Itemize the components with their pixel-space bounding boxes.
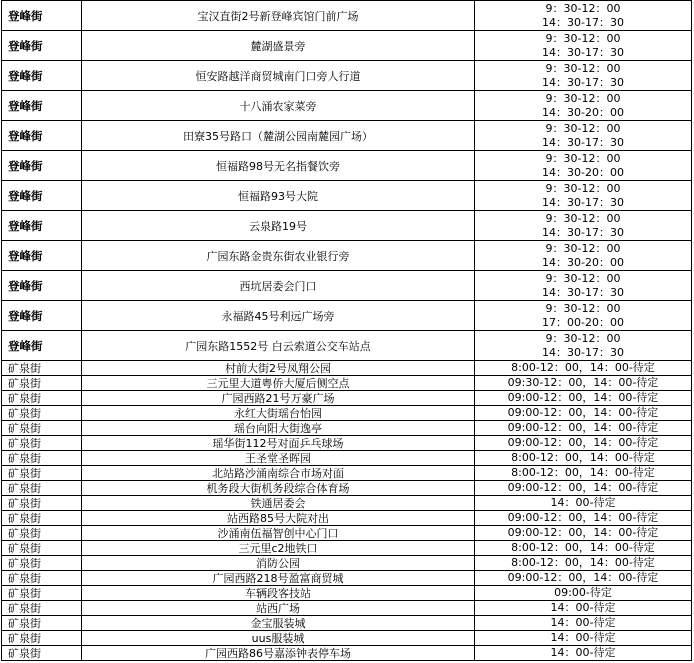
time-line: 8:00-12：00，14：00-待定	[511, 556, 655, 569]
time-cell	[475, 91, 692, 121]
time-cell	[475, 1, 692, 31]
table-row	[2, 526, 692, 541]
time-line: 09:00-12：00，14：00-待定	[507, 511, 659, 524]
street-cell: 矿泉街	[2, 496, 82, 511]
time-cell	[475, 616, 692, 631]
location-cell: 恒福路98号无名指餐饮旁	[82, 151, 475, 181]
time-line: 14：30-17：30	[542, 195, 624, 209]
street-cell: 矿泉街	[2, 631, 82, 646]
time-cell	[475, 556, 692, 571]
time-line: 9：30-12：00	[545, 241, 621, 255]
table-row	[2, 631, 692, 646]
time-line: 14：00-待定	[550, 631, 616, 644]
time-cell	[475, 421, 692, 436]
time-cell	[475, 361, 692, 376]
street-cell: 登峰街	[2, 241, 82, 271]
time-cell	[475, 571, 692, 586]
street-cell: 矿泉街	[2, 601, 82, 616]
street-cell: 矿泉街	[2, 436, 82, 451]
time-line: 14：30-20：00	[542, 255, 624, 269]
location-cell: 西坑居委会门口	[82, 271, 475, 301]
location-cell: 王圣堂圣晖园	[82, 451, 475, 466]
time-cell	[475, 451, 692, 466]
table-body	[2, 1, 692, 661]
location-cell: 广园西路86号嘉添钟表停车场	[82, 646, 475, 661]
time-line: 09:00-待定	[554, 586, 612, 599]
time-line: 09:00-12：00，14：00-待定	[507, 571, 659, 584]
table-row	[2, 361, 692, 376]
street-cell: 登峰街	[2, 151, 82, 181]
time-cell	[475, 181, 692, 211]
location-cell: 田寮35号路口（麓湖公园南麓园广场）	[82, 121, 475, 151]
time-line: 09:00-12：00，14：00-待定	[507, 391, 659, 404]
time-cell	[475, 466, 692, 481]
street-cell: 登峰街	[2, 331, 82, 361]
table-row	[2, 466, 692, 481]
street-cell: 矿泉街	[2, 556, 82, 571]
location-cell: 恒福路93号大院	[82, 181, 475, 211]
street-cell: 登峰街	[2, 211, 82, 241]
time-line: 17：00-20：00	[542, 315, 624, 329]
street-cell: 矿泉街	[2, 451, 82, 466]
street-cell: 矿泉街	[2, 391, 82, 406]
street-cell: 矿泉街	[2, 541, 82, 556]
location-cell: 广园西路21号万豪广场	[82, 391, 475, 406]
location-cell: 永福路45号利远广场旁	[82, 301, 475, 331]
street-cell: 矿泉街	[2, 361, 82, 376]
location-cell: 云泉路19号	[82, 211, 475, 241]
street-cell: 矿泉街	[2, 526, 82, 541]
location-cell: 站西路85号大院对出	[82, 511, 475, 526]
time-line: 9：30-12：00	[545, 1, 621, 15]
time-line: 14：30-17：30	[542, 345, 624, 359]
street-cell: 登峰街	[2, 181, 82, 211]
time-cell	[475, 586, 692, 601]
street-cell: 矿泉街	[2, 511, 82, 526]
time-cell	[475, 301, 692, 331]
time-line: 09:00-12：00，14：00-待定	[507, 406, 659, 419]
time-cell	[475, 31, 692, 61]
time-line: 09:00-12：00，14：00-待定	[507, 481, 659, 494]
street-cell: 登峰街	[2, 61, 82, 91]
time-line: 9：30-12：00	[545, 301, 621, 315]
table-row	[2, 586, 692, 601]
time-cell	[475, 151, 692, 181]
table-row	[2, 181, 692, 211]
time-cell	[475, 436, 692, 451]
table-row	[2, 61, 692, 91]
street-cell: 矿泉街	[2, 376, 82, 391]
time-line: 14：30-17：30	[542, 135, 624, 149]
time-line: 9：30-12：00	[545, 121, 621, 135]
time-line: 9：30-12：00	[545, 61, 621, 75]
table-row	[2, 241, 692, 271]
time-cell	[475, 631, 692, 646]
time-line: 9：30-12：00	[545, 211, 621, 225]
table-row	[2, 1, 692, 31]
location-cell: 永红大街瑶台怡园	[82, 406, 475, 421]
table-row	[2, 421, 692, 436]
street-cell: 矿泉街	[2, 466, 82, 481]
location-cell: 村前大街2号凤翔公园	[82, 361, 475, 376]
time-line: 9：30-12：00	[545, 151, 621, 165]
table-row	[2, 601, 692, 616]
time-line: 14：30-17：30	[542, 15, 624, 29]
location-cell: 北站路沙涌南综合市场对面	[82, 466, 475, 481]
time-line: 09:00-12：00，14：00-待定	[507, 421, 659, 434]
street-cell: 矿泉街	[2, 421, 82, 436]
table-row	[2, 616, 692, 631]
street-cell: 登峰街	[2, 271, 82, 301]
table-row	[2, 571, 692, 586]
location-cell: 宝汉直街2号新登峰宾馆门前广场	[82, 1, 475, 31]
location-cell: 瑶台向阳大街逸亭	[82, 421, 475, 436]
location-cell: 沙涌南伍福智创中心门口	[82, 526, 475, 541]
time-cell	[475, 271, 692, 301]
table-row	[2, 91, 692, 121]
time-cell	[475, 406, 692, 421]
testing-sites-table	[1, 0, 692, 661]
street-cell: 登峰街	[2, 1, 82, 31]
time-line: 14：30-17：30	[542, 45, 624, 59]
time-line: 14：00-待定	[550, 646, 616, 659]
time-cell	[475, 241, 692, 271]
time-line: 9：30-12：00	[545, 31, 621, 45]
time-line: 14：00-待定	[550, 496, 616, 509]
location-cell: 瑶华街112号对面乒乓球场	[82, 436, 475, 451]
table-row	[2, 646, 692, 661]
time-cell	[475, 391, 692, 406]
location-cell: 机务段大街机务段综合体育场	[82, 481, 475, 496]
time-cell	[475, 511, 692, 526]
table-row	[2, 406, 692, 421]
street-cell: 登峰街	[2, 31, 82, 61]
table-row	[2, 541, 692, 556]
time-cell	[475, 601, 692, 616]
time-line: 14：30-17：30	[542, 225, 624, 239]
location-cell: 车辆段客技站	[82, 586, 475, 601]
time-line: 09:30-12：00，14：00-待定	[507, 376, 659, 389]
street-cell: 矿泉街	[2, 481, 82, 496]
street-cell: 矿泉街	[2, 616, 82, 631]
location-cell: 麓湖盛景旁	[82, 31, 475, 61]
time-cell	[475, 211, 692, 241]
street-cell: 矿泉街	[2, 571, 82, 586]
street-cell: 登峰街	[2, 301, 82, 331]
location-cell: 消防公园	[82, 556, 475, 571]
location-cell: 广园东路金贵东街农业银行旁	[82, 241, 475, 271]
time-cell	[475, 496, 692, 511]
location-cell: 十八涌农家菜旁	[82, 91, 475, 121]
location-cell: uus服装城	[82, 631, 475, 646]
time-line: 09:00-12：00，14：00-待定	[507, 436, 659, 449]
table-row	[2, 391, 692, 406]
location-cell: 广园东路1552号 白云索道公交车站点	[82, 331, 475, 361]
street-cell: 矿泉街	[2, 586, 82, 601]
time-line: 9：30-12：00	[545, 271, 621, 285]
location-cell: 铁通居委会	[82, 496, 475, 511]
street-cell: 矿泉街	[2, 406, 82, 421]
time-line: 9：30-12：00	[545, 331, 621, 345]
time-cell	[475, 121, 692, 151]
table-row	[2, 496, 692, 511]
time-line: 14：30-20：00	[542, 165, 624, 179]
table-row	[2, 31, 692, 61]
table-row	[2, 511, 692, 526]
table-row	[2, 556, 692, 571]
time-cell	[475, 481, 692, 496]
time-line: 8:00-12：00，14：00-待定	[511, 361, 655, 374]
table-row	[2, 436, 692, 451]
time-line: 14：30-17：30	[542, 75, 624, 89]
table-row	[2, 301, 692, 331]
time-line: 9：30-12：00	[545, 91, 621, 105]
time-line: 09:00-12：00，14：00-待定	[507, 526, 659, 539]
time-line: 8:00-12：00，14：00-待定	[511, 466, 655, 479]
location-cell: 站西广场	[82, 601, 475, 616]
time-line: 8:00-12：00，14：00-待定	[511, 451, 655, 464]
table-row	[2, 211, 692, 241]
location-cell: 三元里大道粤侨大厦后侧空点	[82, 376, 475, 391]
time-cell	[475, 541, 692, 556]
table-row	[2, 151, 692, 181]
street-cell: 登峰街	[2, 121, 82, 151]
time-line: 14：30-17：30	[542, 285, 624, 299]
time-cell	[475, 646, 692, 661]
time-line: 9：30-12：00	[545, 181, 621, 195]
time-cell	[475, 61, 692, 91]
location-cell: 恒安路越洋商贸城南门口旁人行道	[82, 61, 475, 91]
street-cell: 登峰街	[2, 91, 82, 121]
table-row	[2, 481, 692, 496]
street-cell: 矿泉街	[2, 646, 82, 661]
location-cell: 三元里c2地铁口	[82, 541, 475, 556]
location-cell: 广园西路218号盈富商贸城	[82, 571, 475, 586]
time-cell	[475, 376, 692, 391]
table-row	[2, 451, 692, 466]
time-line: 8:00-12：00，14：00-待定	[511, 541, 655, 554]
time-cell	[475, 526, 692, 541]
table-row	[2, 271, 692, 301]
table-row	[2, 331, 692, 361]
table-row	[2, 121, 692, 151]
time-cell	[475, 331, 692, 361]
time-line: 14：00-待定	[550, 616, 616, 629]
table-row	[2, 376, 692, 391]
time-line: 14：00-待定	[550, 601, 616, 614]
location-cell: 金宝服装城	[82, 616, 475, 631]
time-line: 14：30-20：00	[542, 105, 624, 119]
